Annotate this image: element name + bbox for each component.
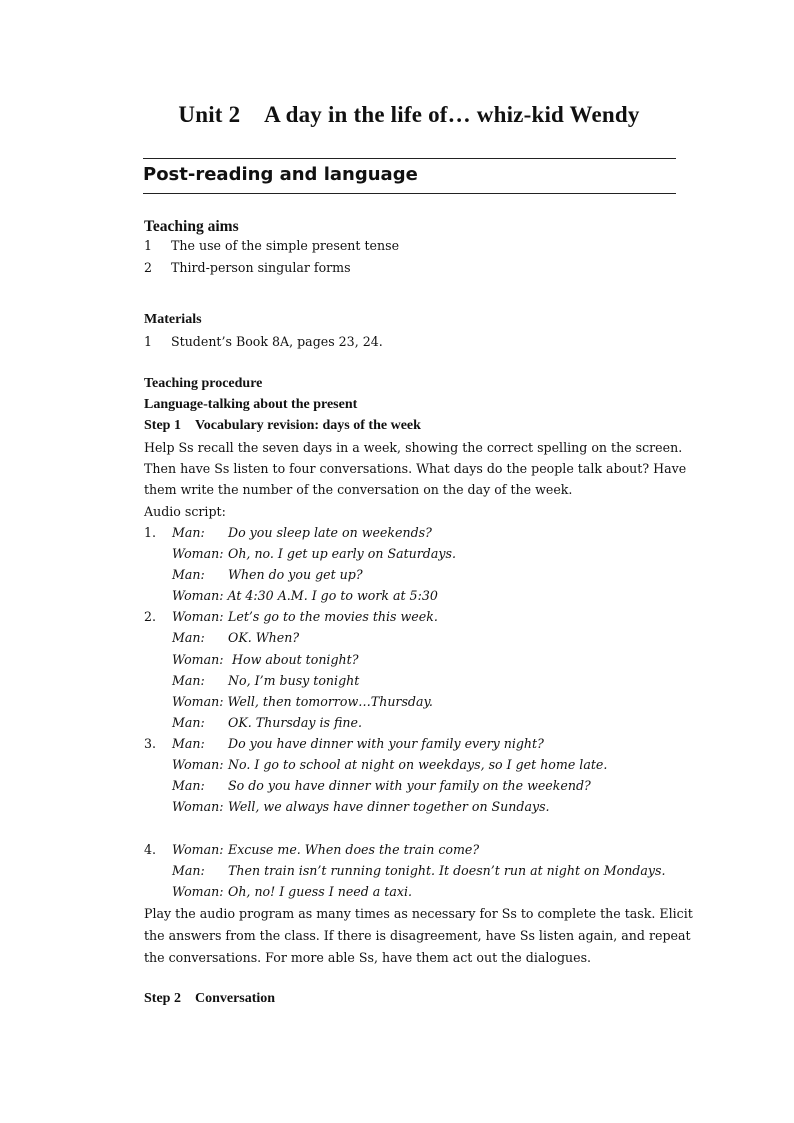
speaker: Woman: (172, 609, 224, 624)
speaker: Man: (172, 863, 205, 878)
utterance: Do you have dinner with your family every night? (228, 736, 544, 751)
aim-text: Third-person singular forms (171, 260, 351, 275)
speaker: Woman: (172, 884, 224, 899)
step1-paragraph-line: them write the number of the conversation on the day of the week. (144, 482, 573, 497)
conversation-number: 3. (144, 736, 157, 751)
speaker: Man: (172, 567, 205, 582)
closing-paragraph-line: Play the audio program as many times as necessary for Ss to complete the task. Elicit (144, 906, 693, 921)
speaker: Man: (172, 778, 205, 793)
closing-paragraph-line: the conversations. For more able Ss, have them act out the dialogues. (144, 950, 592, 965)
material-text: Student’s Book 8A, pages 23, 24. (171, 334, 383, 349)
utterance: No, I’m busy tonight (228, 673, 360, 688)
utterance: So do you have dinner with your family on the weekend? (228, 778, 591, 793)
speaker: Man: (172, 715, 205, 730)
dialogue-line: Woman: Well, then tomorrow…Thursday. (172, 694, 433, 709)
speaker: Woman: (172, 842, 224, 857)
closing-paragraph-line: the answers from the class. If there is disagreement, have Ss listen again, and repeat (144, 928, 691, 943)
aim-number: 1 (144, 238, 153, 253)
procedure-subheading: Language-talking about the present (144, 397, 358, 412)
conversation-number: 4. (144, 842, 157, 857)
conversation-number: 2. (144, 609, 157, 624)
page-title: Unit 2 A day in the life of… whiz-kid Wendy (178, 102, 640, 127)
speaker: Woman: (172, 546, 224, 561)
speaker: Woman: (172, 799, 224, 814)
utterance: OK. When? (228, 630, 300, 645)
dialogue-line: Woman: At 4:30 A.M. I go to work at 5:30 (172, 588, 438, 603)
bottom-rule (143, 193, 676, 194)
speaker: Man: (172, 630, 205, 645)
material-number: 1 (144, 334, 153, 349)
speaker: Man: (172, 673, 205, 688)
step2-label: Step 2 (144, 991, 181, 1006)
utterance: How about tonight? (228, 652, 359, 667)
utterance: No. I go to school at night on weekdays, so I get home late. (228, 757, 608, 772)
utterance: Oh, no. I get up early on Saturdays. (228, 546, 456, 561)
section-title: Post-reading and language (143, 164, 418, 185)
step1-title: Vocabulary revision: days of the week (194, 418, 421, 433)
utterance: Do you sleep late on weekends? (228, 525, 432, 540)
procedure-heading: Teaching procedure (144, 376, 263, 391)
utterance: Oh, no! I guess I need a taxi. (228, 884, 413, 899)
teaching-aims-heading: Teaching aims (144, 218, 239, 235)
aim-number: 2 (144, 260, 153, 275)
utterance: Excuse me. When does the train come? (228, 842, 480, 857)
utterance: Let’s go to the movies this week. (228, 609, 438, 624)
speaker: Woman: (172, 652, 224, 667)
utterance: OK. Thursday is fine. (228, 715, 362, 730)
step2-title: Conversation (194, 991, 276, 1006)
aim-text: The use of the simple present tense (171, 238, 400, 253)
speaker: Man: (172, 736, 205, 751)
materials-heading: Materials (144, 312, 202, 327)
speaker: Woman: (172, 757, 224, 772)
utterance: Well, we always have dinner together on Sundays. (228, 799, 550, 814)
top-rule (143, 158, 676, 159)
step1-label: Step 1 (144, 418, 181, 433)
step1-heading (144, 418, 421, 434)
step2-heading (144, 991, 275, 1007)
utterance: Then train isn’t running tonight. It doesn’t run at night on Mondays. (228, 863, 666, 878)
step1-paragraph-line: Help Ss recall the seven days in a week, showing the correct spelling on the screen. (144, 440, 683, 455)
audio-script-label: Audio script: (144, 504, 226, 519)
step1-paragraph-line: Then have Ss listen to four conversations. What days do the people talk about? Have (144, 461, 687, 476)
speaker: Man: (172, 525, 205, 540)
utterance: When do you get up? (228, 567, 363, 582)
conversation-number: 1. (144, 525, 157, 540)
